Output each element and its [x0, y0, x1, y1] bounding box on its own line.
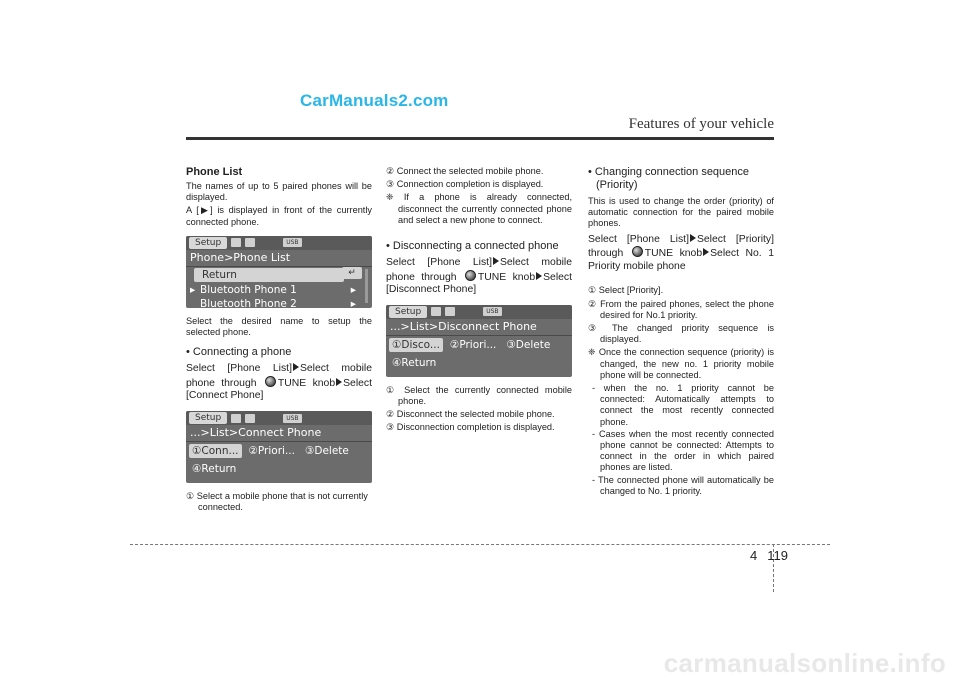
tune-knob-icon	[632, 246, 643, 257]
phone-list-intro-1: The names of up to 5 paired phones will be displayed.	[186, 181, 372, 203]
bluetooth-icon	[431, 307, 441, 316]
tune-knob-icon	[465, 270, 476, 281]
menu-priority: ②Priori...	[449, 338, 497, 351]
nav-step: Select [Connect Phone]	[186, 377, 372, 402]
priority-navigation	[588, 234, 774, 274]
arrow-right-icon	[493, 257, 499, 265]
priority-step-1: ① Select [Priority].	[588, 285, 664, 296]
disconnecting-phone-heading: • Disconnecting a connected phone	[386, 240, 559, 253]
priority-case-2: - Cases when the most recently connected phone cannot be connected: Attempts to connect in the order in which paired phones are listed.	[592, 428, 774, 473]
screen-menu-return	[186, 460, 372, 478]
cd-icon	[245, 238, 255, 247]
disconnect-step-2: ② Disconnect the selected mobile phone.	[386, 409, 555, 420]
connect-phone-screen	[186, 411, 372, 483]
tab-setup: Setup	[189, 412, 227, 424]
nav-step: TUNE knob	[277, 377, 336, 389]
screen-tabs	[186, 236, 372, 250]
connecting-phone-heading: • Connecting a phone	[186, 346, 292, 359]
column-1	[186, 166, 372, 515]
priority-step-3: ③ The changed priority sequence is displayed.	[588, 323, 774, 345]
connect-step-2: ② Connect the selected mobile phone.	[386, 166, 544, 176]
column-2	[386, 166, 572, 436]
priority-heading-2: (Priority)	[596, 179, 638, 191]
cd-icon	[245, 414, 255, 423]
priority-case-1: - when the no. 1 priority cannot be connected: Automatically attempts to connect the most recently connected phone.	[592, 383, 774, 427]
page-number	[750, 548, 788, 563]
tab-setup: Setup	[389, 306, 427, 318]
arrow-right-icon	[336, 378, 342, 386]
back-icon: ↵	[342, 267, 362, 279]
watermark-top[interactable]: CarManuals2.com	[300, 91, 449, 110]
connect-step-1: ① Select a mobile phone that is not currently connected.	[186, 491, 368, 513]
phone-2-label: Bluetooth Phone 2	[200, 297, 297, 308]
disconnect-phone-screen	[386, 305, 572, 377]
screen-menu-return	[386, 354, 572, 372]
nav-step: Select No. 1 Priority mobile phone	[588, 248, 774, 272]
nav-step: Select mobile phone through	[386, 257, 572, 283]
screen-title: ...>List>Disconnect Phone	[386, 319, 572, 336]
nav-step: TUNE knob	[644, 248, 703, 260]
screen-row-phone-2	[186, 297, 372, 308]
bluetooth-icon	[231, 414, 241, 423]
tab-setup: Setup	[189, 237, 227, 249]
screen-tabs	[186, 411, 372, 425]
screen-tabs	[386, 305, 572, 319]
menu-delete: ③Delete	[506, 338, 551, 351]
screen-menu	[186, 442, 372, 460]
footer-rule	[130, 544, 830, 545]
priority-heading: • Changing connection sequence	[588, 166, 750, 178]
disconnect-navigation	[386, 257, 572, 297]
phone-list-screen	[186, 236, 372, 308]
priority-case-3: - The connected phone will automatically be changed to No. 1 priority.	[592, 474, 774, 496]
menu-connect: ①Conn...	[189, 444, 242, 458]
arrow-right-icon	[536, 272, 542, 280]
arrow-right-icon	[703, 248, 709, 256]
screen-row-phone-1	[186, 283, 372, 297]
bluetooth-icon	[231, 238, 241, 247]
nav-step: Select [Priority] through	[588, 233, 774, 260]
screen-title: Phone>Phone List	[186, 250, 372, 267]
nav-step: TUNE knob	[477, 271, 536, 283]
phone-list-heading: Phone List	[186, 166, 243, 178]
nav-step: Select [Phone List]	[588, 233, 689, 245]
tune-knob-icon	[265, 376, 276, 387]
menu-return: ④Return	[392, 356, 437, 369]
nav-step: Select [Phone List]	[386, 257, 492, 269]
screen-title: ...>List>Connect Phone	[186, 425, 372, 442]
cd-icon	[445, 307, 455, 316]
tab-usb: USB	[483, 307, 501, 316]
select-desired-text: Select the desired name to setup the selected phone.	[186, 315, 372, 338]
chevron-right-icon: ▸	[350, 297, 356, 308]
scrollbar	[365, 269, 368, 303]
connected-marker-icon: ▸	[190, 283, 196, 296]
disconnect-step-1: ① Select the currently connected mobile phone.	[386, 384, 572, 406]
priority-note: ❈ Once the connection sequence (priority) is changed, the new no. 1 priority mobile phone will be connected.	[588, 347, 774, 380]
disconnect-step-3: ③ Disconnection completion is displayed.	[386, 422, 555, 433]
arrow-right-icon	[690, 234, 696, 242]
chevron-right-icon: ▸	[350, 283, 356, 296]
connect-step-3: ③ Connection completion is displayed.	[386, 179, 544, 190]
screen-menu	[386, 336, 572, 354]
menu-disconnect: ①Disco...	[389, 338, 443, 352]
connect-navigation	[186, 363, 372, 403]
chapter-number: 4	[750, 548, 758, 563]
screen-row-return: Return	[194, 268, 344, 282]
nav-step: Select [Phone List]	[186, 363, 292, 375]
menu-priority: ②Priori...	[248, 445, 295, 457]
priority-step-2: ② From the paired phones, select the phone desired for No.1 priority.	[588, 298, 774, 320]
watermark-bottom[interactable]: carmanualsonline.info	[663, 648, 946, 678]
nav-step: Select mobile phone through	[186, 363, 372, 389]
connect-note: ❈ If a phone is already connected, disconnect the currently connected phone and select a new phone to connect.	[386, 192, 572, 225]
nav-step: Select [Disconnect Phone]	[386, 271, 572, 296]
tab-usb: USB	[283, 238, 301, 247]
tab-usb: USB	[283, 414, 301, 423]
arrow-right-icon	[293, 363, 299, 371]
phone-1-label: Bluetooth Phone 1	[200, 283, 297, 296]
column-3	[588, 166, 774, 498]
menu-return: ④Return	[192, 463, 237, 475]
menu-delete: ③Delete	[304, 445, 349, 457]
phone-list-intro-2: A [▶] is displayed in front of the currently connected phone.	[186, 205, 372, 227]
section-header-title: Features of your vehicle	[628, 116, 774, 132]
priority-intro: This is used to change the order (priority) of automatic connection for the paired mobile phones.	[588, 196, 774, 229]
page-number-value: 119	[767, 548, 788, 563]
header-rule	[186, 137, 774, 140]
